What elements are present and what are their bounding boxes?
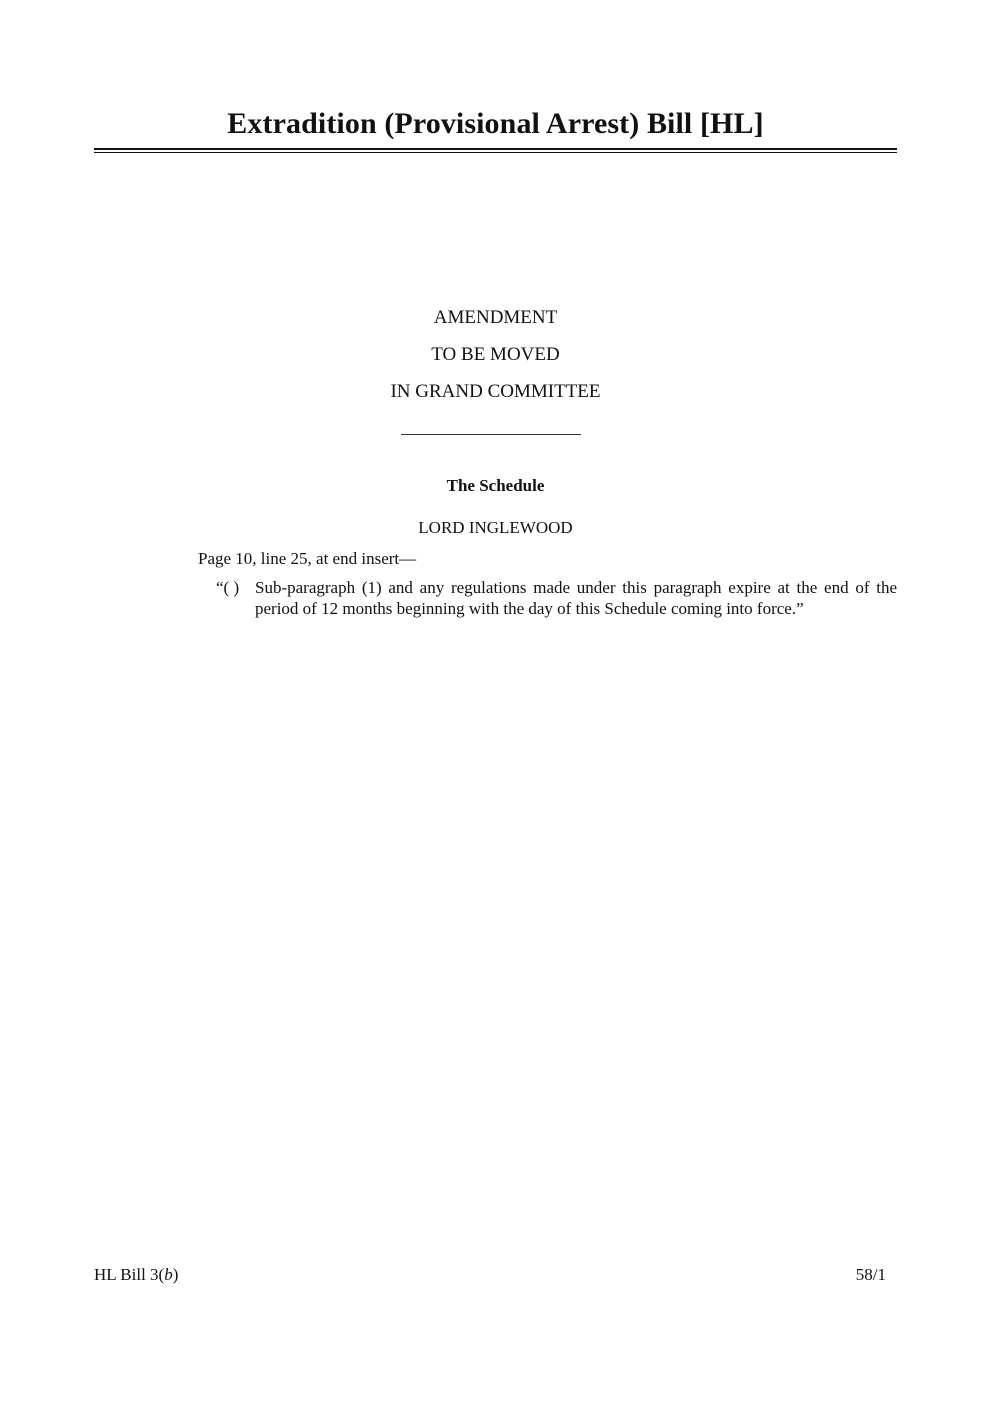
bill-reference-italic: b: [164, 1265, 173, 1284]
heading-line-grand-committee: IN GRAND COMMITTEE: [390, 381, 601, 402]
bill-reference-prefix: HL Bill 3(: [94, 1265, 165, 1284]
amendment-heading: [94, 306, 897, 417]
bill-title: Extradition (Provisional Arrest) Bill [HL]: [227, 107, 764, 140]
amendment-instruction: Page 10, line 25, at end insert—: [198, 549, 417, 568]
amendment-mover: LORD INGLEWOOD: [418, 518, 573, 537]
bill-reference: [94, 1264, 178, 1286]
page-reference: 58/1: [855, 1265, 886, 1284]
subparagraph-marker: “( ): [216, 578, 240, 597]
amendment-text: Sub-paragraph (1) and any regulations made under this paragraph expire at the end of the period of 12 months beginning with the day of this Schedule coming into force.”: [255, 578, 897, 618]
title-double-rule: [94, 148, 897, 153]
heading-line-amendment: AMENDMENT: [433, 307, 558, 328]
bill-reference-suffix: ): [172, 1265, 179, 1284]
schedule-heading: The Schedule: [446, 476, 545, 495]
heading-line-to-be-moved: TO BE MOVED: [431, 344, 560, 365]
section-divider: [401, 434, 581, 435]
